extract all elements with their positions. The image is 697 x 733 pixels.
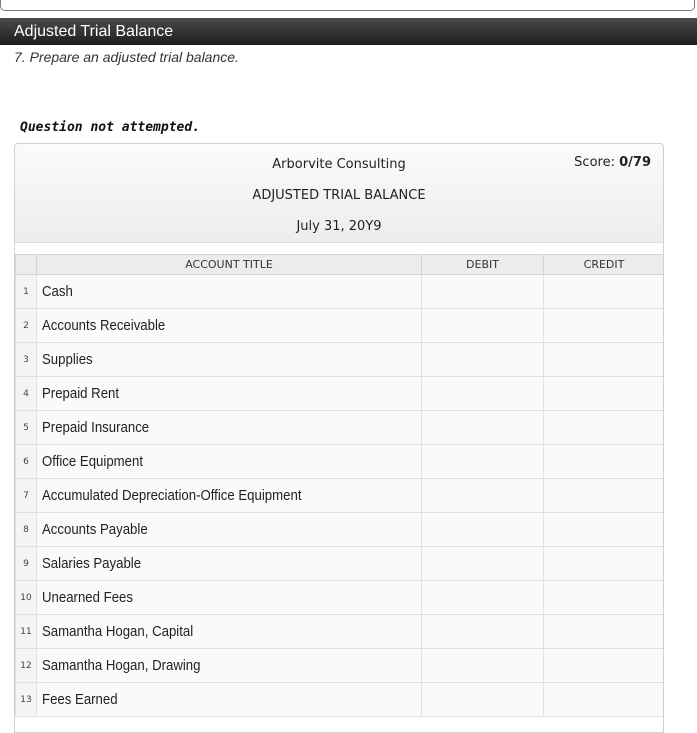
table-row <box>16 513 665 547</box>
debit-input-cell[interactable] <box>422 377 544 411</box>
account-title-cell[interactable] <box>37 377 422 411</box>
debit-input-cell[interactable] <box>422 275 544 309</box>
account-title-text: Accounts Receivable <box>42 317 166 334</box>
row-number: 7 <box>16 479 37 513</box>
table-row <box>16 411 665 445</box>
question-instruction: 7. Prepare an adjusted trial balance. <box>14 49 239 65</box>
row-number-header <box>16 255 37 275</box>
debit-input-cell[interactable] <box>422 683 544 717</box>
credit-input-cell[interactable] <box>544 513 665 547</box>
table-row <box>16 343 665 377</box>
row-number: 10 <box>16 581 37 615</box>
previous-section-frame <box>0 0 695 11</box>
question-status: Question not attempted. <box>20 120 201 135</box>
account-title-cell[interactable] <box>37 581 422 615</box>
statement-name: ADJUSTED TRIAL BALANCE <box>252 188 426 203</box>
account-title-text: Supplies <box>42 351 93 368</box>
table-row <box>16 649 665 683</box>
credit-input-cell[interactable] <box>544 581 665 615</box>
row-number: 5 <box>16 411 37 445</box>
credit-input-cell[interactable] <box>544 445 665 479</box>
debit-input-cell[interactable] <box>422 581 544 615</box>
credit-header: CREDIT <box>544 255 665 275</box>
table-row <box>16 683 665 717</box>
credit-input-cell[interactable] <box>544 683 665 717</box>
debit-input-cell[interactable] <box>422 513 544 547</box>
row-number: 4 <box>16 377 37 411</box>
debit-input-cell[interactable] <box>422 615 544 649</box>
account-title-text: Cash <box>42 283 73 300</box>
table-header-row <box>16 255 665 275</box>
credit-input-cell[interactable] <box>544 343 665 377</box>
debit-input-cell[interactable] <box>422 309 544 343</box>
row-number: 9 <box>16 547 37 581</box>
account-title-text: Samantha Hogan, Drawing <box>42 657 201 674</box>
row-number: 11 <box>16 615 37 649</box>
table-row <box>16 615 665 649</box>
row-number: 12 <box>16 649 37 683</box>
score-display <box>574 155 651 170</box>
table-row <box>16 445 665 479</box>
table-body <box>16 275 665 717</box>
row-number: 13 <box>16 683 37 717</box>
account-title-cell[interactable] <box>37 547 422 581</box>
row-number: 1 <box>16 275 37 309</box>
account-title-cell[interactable] <box>37 275 422 309</box>
debit-input-cell[interactable] <box>422 649 544 683</box>
account-title-cell[interactable] <box>37 513 422 547</box>
credit-input-cell[interactable] <box>544 615 665 649</box>
debit-input-cell[interactable] <box>422 343 544 377</box>
account-title-text: Prepaid Rent <box>42 385 120 402</box>
debit-header: DEBIT <box>422 255 544 275</box>
company-name: Arborvite Consulting <box>272 157 406 172</box>
account-title-header: ACCOUNT TITLE <box>37 255 422 275</box>
account-title-text: Office Equipment <box>42 453 144 470</box>
account-title-text: Salaries Payable <box>42 555 142 572</box>
credit-input-cell[interactable] <box>544 479 665 513</box>
section-title-bar <box>0 18 697 45</box>
table-row <box>16 275 665 309</box>
account-title-text: Accumulated Depreciation-Office Equipment <box>42 487 302 504</box>
row-number: 3 <box>16 343 37 377</box>
account-title-cell[interactable] <box>37 445 422 479</box>
credit-input-cell[interactable] <box>544 411 665 445</box>
credit-input-cell[interactable] <box>544 649 665 683</box>
table-row <box>16 547 665 581</box>
account-title-cell[interactable] <box>37 615 422 649</box>
debit-input-cell[interactable] <box>422 445 544 479</box>
debit-input-cell[interactable] <box>422 411 544 445</box>
account-title-cell[interactable] <box>37 479 422 513</box>
trial-balance-table <box>15 254 664 717</box>
row-number: 2 <box>16 309 37 343</box>
credit-input-cell[interactable] <box>544 275 665 309</box>
table-row <box>16 377 665 411</box>
account-title-cell[interactable] <box>37 309 422 343</box>
score-label: Score: <box>574 155 615 170</box>
credit-input-cell[interactable] <box>544 377 665 411</box>
account-title-text: Samantha Hogan, Capital <box>42 623 194 640</box>
table-row <box>16 581 665 615</box>
statement-header <box>15 144 663 243</box>
account-title-cell[interactable] <box>37 683 422 717</box>
account-title-text: Fees Earned <box>42 691 118 708</box>
account-title-cell[interactable] <box>37 411 422 445</box>
debit-input-cell[interactable] <box>422 479 544 513</box>
debit-input-cell[interactable] <box>422 547 544 581</box>
table-row <box>16 309 665 343</box>
row-number: 6 <box>16 445 37 479</box>
statement-date: July 31, 20Y9 <box>296 219 382 234</box>
account-title-cell[interactable] <box>37 343 422 377</box>
section-title: Adjusted Trial Balance <box>14 23 174 40</box>
account-title-text: Accounts Payable <box>42 521 148 538</box>
score-value: 0/79 <box>619 155 651 170</box>
trial-balance-panel <box>14 143 664 733</box>
credit-input-cell[interactable] <box>544 547 665 581</box>
credit-input-cell[interactable] <box>544 309 665 343</box>
account-title-cell[interactable] <box>37 649 422 683</box>
account-title-text: Unearned Fees <box>42 589 133 606</box>
row-number: 8 <box>16 513 37 547</box>
table-row <box>16 479 665 513</box>
account-title-text: Prepaid Insurance <box>42 419 150 436</box>
